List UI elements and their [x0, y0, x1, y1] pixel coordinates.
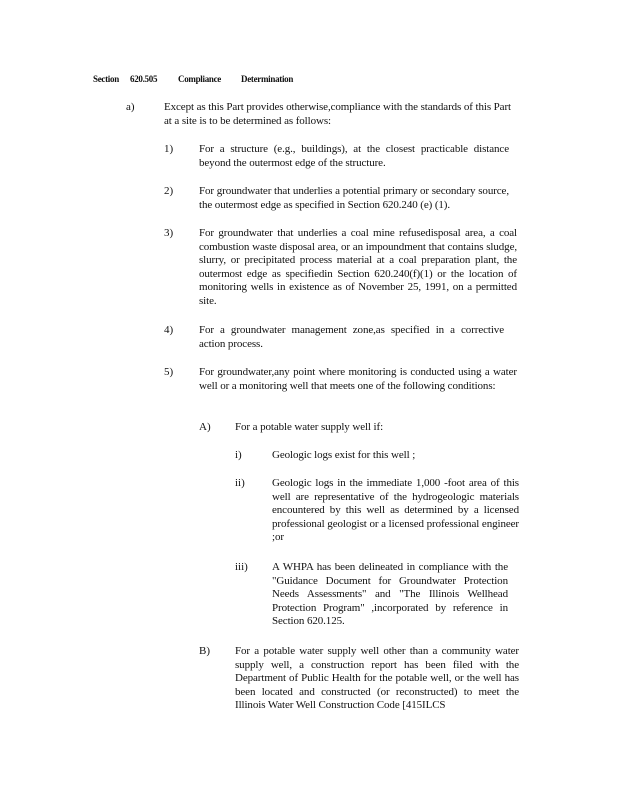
sub-i-text: Geologic logs exist for this well ;	[272, 449, 416, 461]
item-4-label: 4)	[164, 324, 174, 336]
item-1-label: 1)	[164, 143, 174, 155]
item-a-label: a)	[126, 101, 135, 113]
item-3-label: 3)	[164, 227, 174, 239]
section-title-word-2: Determination	[241, 74, 294, 84]
sub-iii-text: A WHPA has been delineated in compliance with the "Guidance Document for Groundwater Protection Needs Assessments" and "The Illinois Wellhead Protection Program" ,incorporated by reference in Section 620.125.	[272, 561, 508, 628]
sub-iii-label: iii)	[235, 561, 248, 573]
sub-a-text: For a potable water supply well if:	[235, 421, 384, 433]
sub-ii-text: Geologic logs in the immediate 1,000 -foot area of this well are representative of the hydrogeologic materials encountered by this well as determined by a licensed professional geologist or a licensed professional engineer ;or	[272, 477, 519, 544]
item-a-text: Except as this Part provides otherwise,compliance with the standards of this Part at a site is to be determined as follows:	[164, 101, 511, 127]
section-number: 620.505	[130, 74, 158, 84]
section-title-word-1: Compliance	[178, 74, 221, 84]
sub-b-label: B)	[199, 645, 210, 657]
sub-i-label: i)	[235, 449, 242, 461]
item-1-text: For a structure (e.g., buildings), at the closest practicable distance beyond the outermost edge of the structure.	[199, 143, 509, 169]
sub-ii-label: ii)	[235, 477, 245, 489]
item-2-label: 2)	[164, 185, 174, 197]
item-5-text: For groundwater,any point where monitoring is conducted using a water well or a monitoring well that meets one of the following conditions:	[199, 366, 517, 392]
sub-a-label: A)	[199, 421, 211, 433]
section-word: Section	[93, 74, 119, 84]
item-4-text: For a groundwater management zone,as specified in a corrective action process.	[199, 324, 504, 350]
sub-b-text: For a potable water supply well other than a community water supply well, a construction report has been filed with the Department of Public Health for the potable well, or the well has been located and constructed (or reconstructed) to meet the Illinois Water Well Construction Code [415ILCS	[235, 645, 519, 712]
item-5-label: 5)	[164, 366, 174, 378]
item-2-text: For groundwater that underlies a potential primary or secondary source, the outermost edge as specified in Section 620.240 (e) (1).	[199, 185, 509, 211]
item-3-text: For groundwater that underlies a coal mine refusedisposal area, a coal combustion waste disposal area, or an impoundment that contains sludge, slurry, or precipitated process material at a coal preparation plant, the outermost edge as specifiedin Section 620.240(f)(1) or the location of monitoring wells in existence as of November 25, 1991, on a permitted site.	[199, 227, 517, 307]
